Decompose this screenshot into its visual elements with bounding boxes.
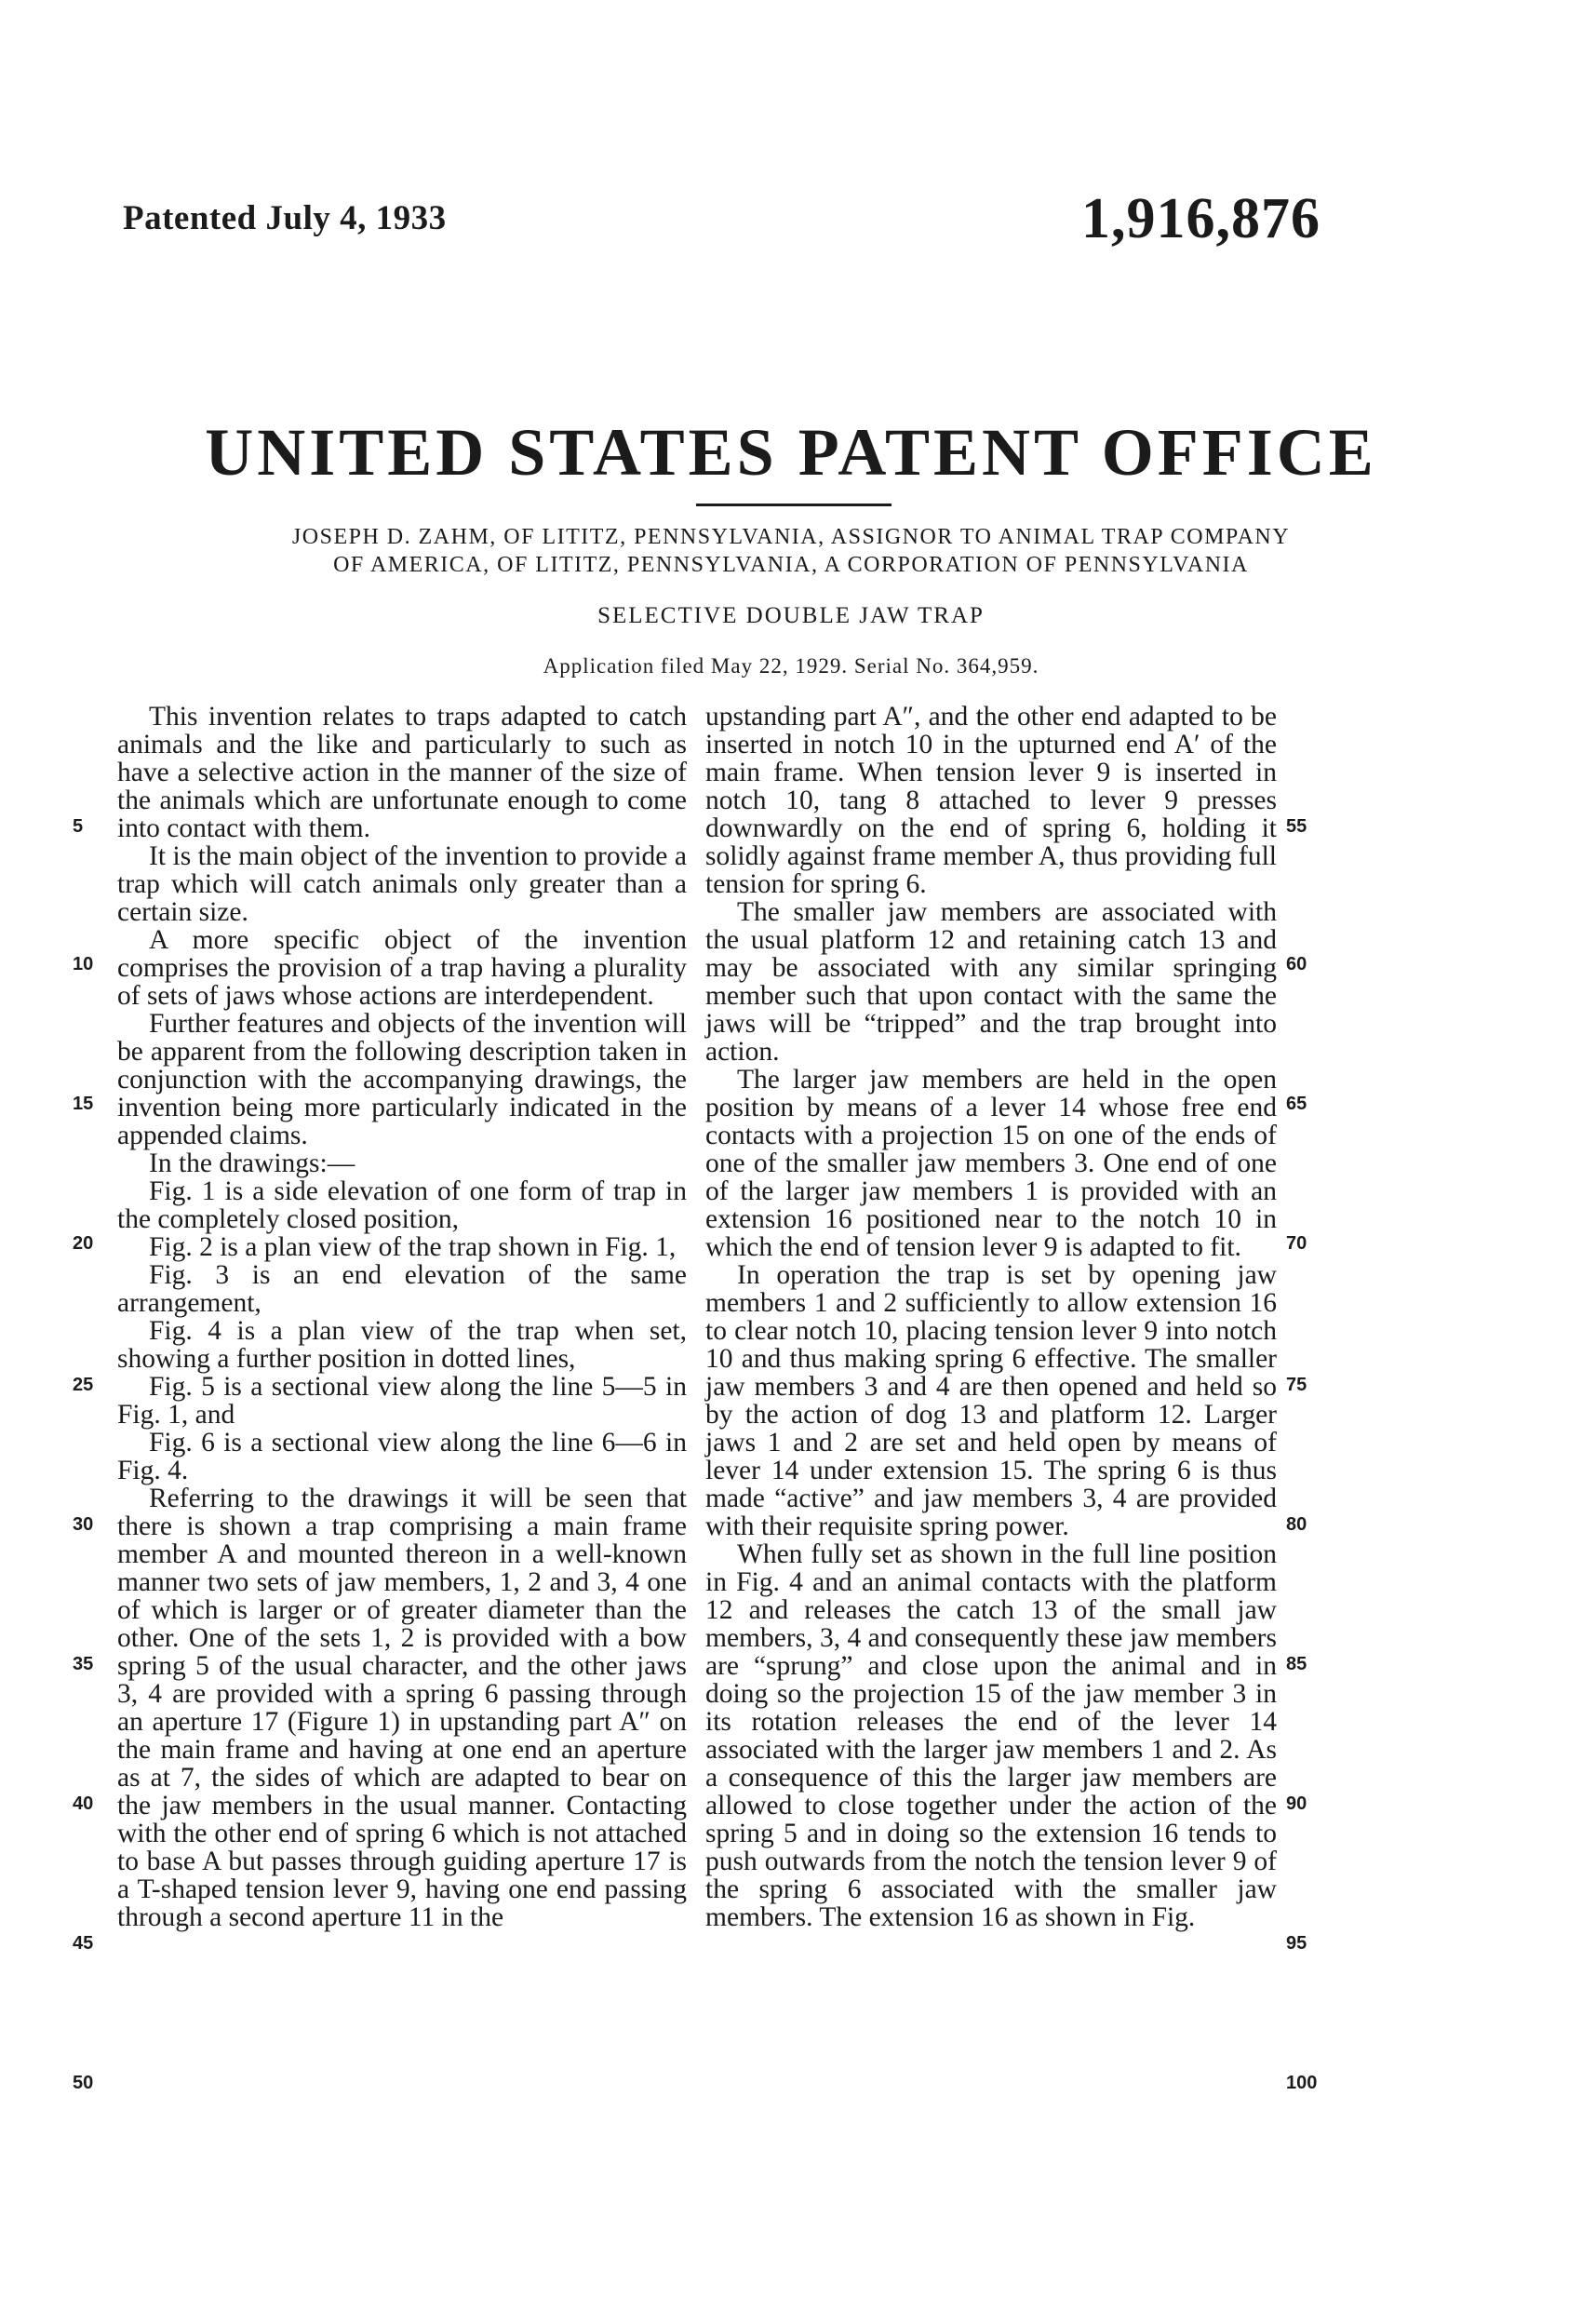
line-number: 60: [1286, 954, 1307, 974]
inventor-line-2: OF AMERICA, OF LITITZ, PENNSYLVANIA, A CORPORATION OF PENNSYLVANIA: [333, 553, 1249, 577]
line-number: 100: [1286, 2073, 1318, 2093]
line-number: 85: [1286, 1654, 1307, 1674]
line-number: 65: [1286, 1094, 1307, 1114]
paragraph: Fig. 5 is a sectional view along the line 5—5 in Fig. 1, and: [117, 1372, 687, 1430]
line-number: 80: [1286, 1514, 1307, 1535]
application-line: Application filed May 22, 1929. Serial No. 364,959.: [543, 654, 1039, 678]
inventor-line-1: JOSEPH D. ZAHM, OF LITITZ, PENNSYLVANIA, ASSIGNOR TO ANIMAL TRAP COMPANY: [291, 525, 1291, 549]
line-number: 30: [73, 1514, 94, 1535]
line-number: 20: [73, 1233, 94, 1254]
paragraph: Fig. 6 is a sectional view along the line 6—6 in Fig. 4.: [117, 1428, 687, 1485]
paragraph: The larger jaw members are held in the open position by means of a lever 14 whose free end contacts with a projection 15 on one of the ends of one of the smaller jaw members 3. One end of one of the larger jaw members 1 is provided with an extension 16 positioned near to the notch 10 in which the end of tension lever 9 is adapted to fit.: [705, 1065, 1277, 1262]
paragraph: Fig. 2 is a plan view of the trap shown in Fig. 1,: [149, 1232, 677, 1262]
line-number: 90: [1286, 1793, 1307, 1814]
line-number: 5: [73, 816, 84, 837]
paragraph: Fig. 1 is a side elevation of one form of trap in the completely closed position,: [117, 1176, 687, 1234]
paragraph: Further features and objects of the invention will be apparent from the following description taken in conjunction with the accompanying drawings, the invention being more particularly indicated in the appended claims.: [117, 1009, 687, 1150]
office-title: UNITED STATES PATENT OFFICE: [205, 415, 1377, 490]
line-number: 35: [73, 1654, 94, 1674]
paragraph: Referring to the drawings it will be seen that there is shown a trap comprising a main frame member A and mounted thereon in a well-known manner two sets of jaw members, 1, 2 and 3, 4 one of which is larger or of greater diameter than the other. One of the sets 1, 2 is provided with a bow spring 5 of the usual character, and the other jaws 3, 4 are provided with a spring 6 passing through an aperture 17 (Figure 1) in upstanding part A″ on the main frame and having at one end an aperture as at 7, the sides of which are adapted to bear on the jaw members in the usual manner. Contacting with the other end of spring 6 which is not attached to base A but passes through guiding aperture 17 is a T-shaped tension lever 9, having one end passing through a second aperture 11 in the: [117, 1484, 687, 1932]
paragraph: Fig. 3 is an end elevation of the same arrangement,: [117, 1260, 687, 1318]
paragraph: When fully set as shown in the full line position in Fig. 4 and an animal contacts with the platform 12 and releases the catch 13 of the small jaw members, 3, 4 and consequently these jaw members are “sprung” and close upon the animal and in doing so the projection 15 of the jaw member 3 in its rotation releases the end of the lever 14 associated with the larger jaw members 1 and 2. As a consequence of this the larger jaw members are allowed to close together under the action of the spring 5 and in doing so the extension 16 tends to push outwards from the notch the tension lever 9 of the spring 6 associated with the smaller jaw members. The extension 16 as shown in Fig.: [705, 1539, 1277, 1932]
patent-date: Patented July 4, 1933: [123, 199, 447, 237]
paragraph: A more specific object of the invention comprises the provision of a trap having a plurality of sets of jaws whose actions are interdependent.: [117, 925, 687, 1011]
line-number: 95: [1286, 1933, 1307, 1954]
patent-number: 1,916,876: [1081, 187, 1321, 250]
line-number: 50: [73, 2073, 94, 2093]
line-number: 70: [1286, 1233, 1307, 1254]
paragraph: upstanding part A″, and the other end adapted to be inserted in notch 10 in the upturned end A′ of the main frame. When tension lever 9 is inserted in notch 10, tang 8 attached to lever 9 presses downwardly on the end of spring 6, holding it solidly against frame member A, thus providing full tension for spring 6.: [705, 702, 1277, 899]
line-number: 45: [73, 1933, 94, 1954]
title-rule: [696, 504, 892, 506]
right-text-column: [705, 703, 1277, 1931]
paragraph: In operation the trap is set by opening jaw members 1 and 2 sufficiently to allow extension 16 to clear notch 10, placing tension lever 9 into notch 10 and thus making spring 6 effective. The smaller jaw members 3 and 4 are then opened and held so by the action of dog 13 and platform 12. Larger jaws 1 and 2 are set and held open by means of lever 14 under extension 15. The spring 6 is thus made “active” and jaw members 3, 4 are provided with their requisite spring power.: [705, 1260, 1277, 1541]
line-number: 75: [1286, 1375, 1307, 1395]
line-number: 10: [73, 954, 94, 974]
line-number: 40: [73, 1793, 94, 1814]
paragraph: The smaller jaw members are associated with the usual platform 12 and retaining catch 13 and may be associated with any similar springing member such that upon contact with the same the jaws will be “tripped” and the trap brought into action.: [705, 897, 1277, 1067]
paragraph: Fig. 4 is a plan view of the trap when set, showing a further position in dotted lines,: [117, 1316, 687, 1374]
left-text-column: [117, 703, 687, 1931]
paragraph: This invention relates to traps adapted to catch animals and the like and particularly to such as have a selective action in the manner of the size of the animals which are unfortunate enough to come into contact with them.: [117, 702, 687, 843]
paragraph: It is the main object of the invention to provide a trap which will catch animals only greater than a certain size.: [117, 841, 687, 927]
line-number: 25: [73, 1375, 94, 1395]
line-number: 15: [73, 1094, 94, 1114]
line-number: 55: [1286, 816, 1307, 837]
paragraph: In the drawings:—: [149, 1149, 355, 1178]
invention-title: SELECTIVE DOUBLE JAW TRAP: [597, 603, 985, 628]
